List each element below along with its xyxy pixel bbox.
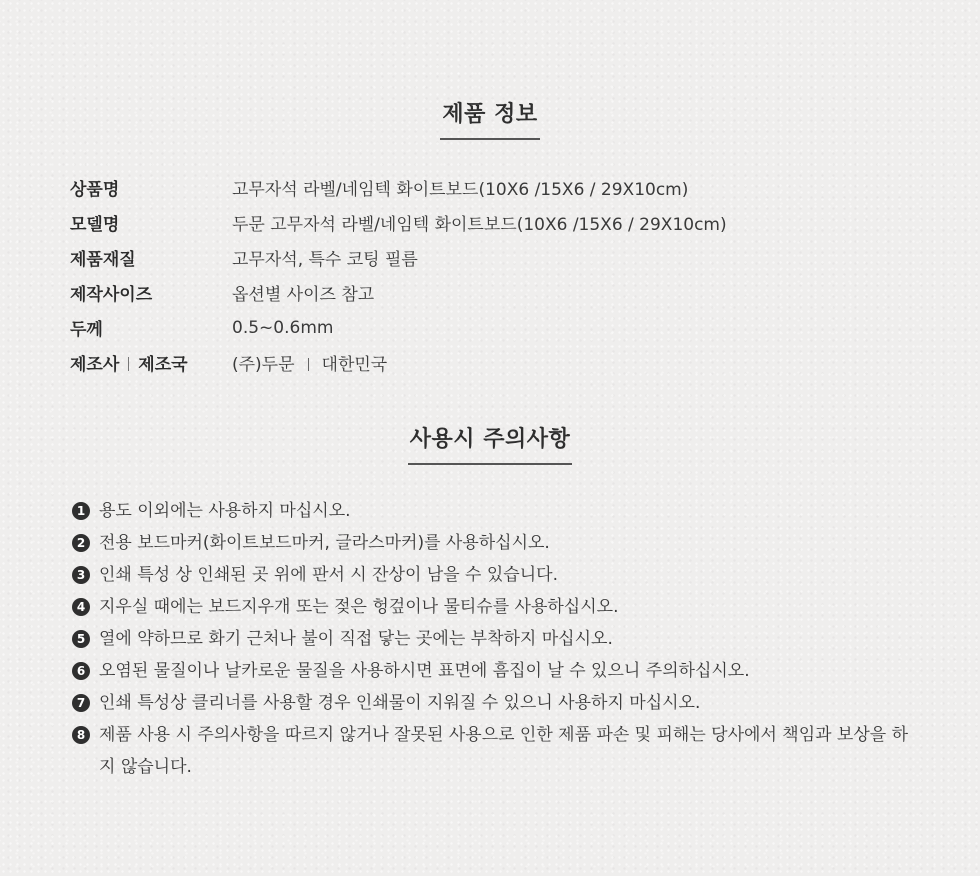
list-item <box>72 687 922 719</box>
product-info-heading <box>0 97 980 140</box>
spec-row-maker-country <box>70 345 930 380</box>
spec-value-maker-country <box>232 350 387 375</box>
spec-row-model-name <box>70 205 930 240</box>
spec-value-country: 대한민국 <box>321 355 388 375</box>
spec-key: 제작사이즈 <box>70 285 153 305</box>
caution-text: 열에 약하므로 화기 근처나 불이 직접 닿는 곳에는 부착하지 마십시오. <box>99 629 613 649</box>
number-badge-icon: 3 <box>72 566 90 584</box>
number-badge-icon: 2 <box>72 534 90 552</box>
spec-row-size <box>70 275 930 310</box>
value-divider <box>308 358 309 371</box>
spec-value: 0.5~0.6mm <box>232 317 334 338</box>
spec-key-maker: 제조사 <box>70 355 120 375</box>
spec-value: 고무자석, 특수 코팅 필름 <box>232 250 418 270</box>
spec-value-maker: (주)두문 <box>232 355 295 375</box>
caution-text: 오염된 물질이나 날카로운 물질을 사용하시면 표면에 흠집이 날 수 있으니 주의하십시오. <box>99 661 750 681</box>
number-badge-icon: 6 <box>72 662 90 680</box>
caution-text: 제품 사용 시 주의사항을 따르지 않거나 잘못된 사용으로 인한 제품 파손 및 피해는 당사에서 책임과 보상을 하지 않습니다. <box>99 725 909 777</box>
spec-row-thickness <box>70 310 930 345</box>
spec-value: 옵션별 사이즈 참고 <box>232 285 375 305</box>
spec-key: 두께 <box>70 320 103 340</box>
key-divider <box>128 357 129 371</box>
spec-key: 제품재질 <box>70 250 136 270</box>
spec-row-material <box>70 240 930 275</box>
caution-list <box>72 495 922 783</box>
spec-key-maker-country <box>70 350 232 375</box>
caution-text: 전용 보드마커(화이트보드마커, 글라스마커)를 사용하십시오. <box>99 533 550 553</box>
list-item <box>72 495 922 527</box>
product-spec-table <box>70 170 930 380</box>
spec-key: 상품명 <box>70 180 120 200</box>
list-item <box>72 719 922 783</box>
spec-value: 고무자석 라벨/네임텍 화이트보드(10X6 /15X6 / 29X10cm) <box>232 180 689 200</box>
list-item <box>72 527 922 559</box>
caution-text: 인쇄 특성상 클리너를 사용할 경우 인쇄물이 지워질 수 있으니 사용하지 마십시오. <box>99 693 701 713</box>
caution-text: 인쇄 특성 상 인쇄된 곳 위에 판서 시 잔상이 남을 수 있습니다. <box>99 565 558 585</box>
number-badge-icon: 8 <box>72 726 90 744</box>
number-badge-icon: 1 <box>72 502 90 520</box>
caution-text: 지우실 때에는 보드지우개 또는 젖은 헝겊이나 물티슈를 사용하십시오. <box>99 597 619 617</box>
cautions-title: 사용시 주의사항 <box>408 422 572 465</box>
number-badge-icon: 4 <box>72 598 90 616</box>
spec-key-country: 제조국 <box>138 355 188 375</box>
spec-value: 두문 고무자석 라벨/네임텍 화이트보드(10X6 /15X6 / 29X10cm) <box>232 215 727 235</box>
number-badge-icon: 7 <box>72 694 90 712</box>
spec-row-product-name <box>70 170 930 205</box>
number-badge-icon: 5 <box>72 630 90 648</box>
list-item <box>72 559 922 591</box>
caution-text: 용도 이외에는 사용하지 마십시오. <box>99 501 351 521</box>
list-item <box>72 623 922 655</box>
spec-key: 모델명 <box>70 215 120 235</box>
cautions-heading <box>0 422 980 465</box>
product-info-title: 제품 정보 <box>440 97 539 140</box>
list-item <box>72 655 922 687</box>
list-item <box>72 591 922 623</box>
